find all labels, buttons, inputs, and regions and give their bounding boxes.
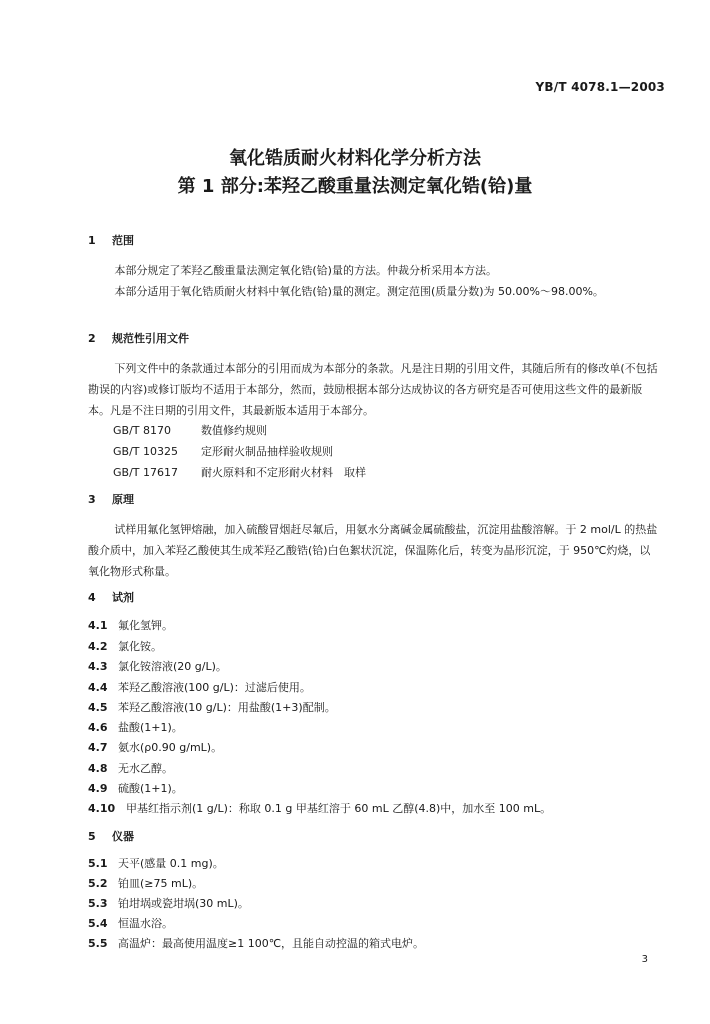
normative-reference	[113, 441, 333, 462]
paragraph: 本部分规定了苯羟乙酸重量法测定氧化锆(铪)量的方法。仲裁分析采用本方法。	[114, 264, 497, 277]
section-number: 4	[88, 591, 96, 604]
item-text: 铂坩埚或瓷坩埚(30 mL)。	[118, 897, 249, 910]
section-number: 5	[88, 830, 96, 843]
list-item	[88, 639, 162, 655]
standard-code: YB/T 4078.1—2003	[535, 80, 665, 94]
paragraph: 试样用氟化氢钾熔融，加入硫酸冒烟赶尽氟后，用氨水分离碱金属硫酸盐，沉淀用盐酸溶解。于 2 mol/L 的热盐酸介质中，加入苯羟乙酸使其生成苯羟乙酸锆(铪)白色絮状沉淀，保温陈化后，转变为晶形沉淀，于 950℃灼烧，以氧化物形式称量。	[88, 523, 658, 578]
reference-code: GB/T 17617	[113, 466, 178, 479]
paragraph: 本部分适用于氧化锆质耐火材料中氧化锆(铪)量的测定。测定范围(质量分数)为 50.00%～98.00%。	[114, 285, 604, 298]
document-subtitle: 第 1 部分:苯羟乙酸重量法测定氧化锆(铪)量	[177, 176, 533, 197]
reference-title: 耐火原料和不定形耐火材料 取样	[201, 466, 366, 479]
document-title: 氧化锆质耐火材料化学分析方法	[229, 148, 481, 169]
reference-code: GB/T 10325	[113, 445, 178, 458]
list-item	[88, 720, 183, 736]
item-number: 4.9	[88, 782, 108, 795]
item-text: 氨水(ρ0.90 g/mL)。	[118, 741, 223, 754]
item-text: 氯化铵。	[118, 640, 162, 653]
paragraph: 下列文件中的条款通过本部分的引用而成为本部分的条款。凡是注日期的引用文件，其随后所有的修改单(不包括勘误的内容)或修订版均不适用于本部分，然而，鼓励根据本部分达成协议的各方研究是否可使用这些文件的最新版本。凡是不注日期的引用文件，其最新版本适用于本部分。	[88, 362, 658, 417]
item-number: 4.6	[88, 721, 108, 734]
list-item	[88, 618, 173, 634]
list-item	[88, 801, 551, 817]
section-heading-4	[88, 590, 134, 606]
section-number: 1	[88, 234, 96, 247]
item-text: 高温炉：最高使用温度≥1 100℃，且能自动控温的箱式电炉。	[118, 937, 425, 950]
item-number: 4.7	[88, 741, 108, 754]
item-number: 5.1	[88, 857, 108, 870]
item-text: 铂皿(≥75 mL)。	[118, 877, 204, 890]
section-heading-2	[88, 331, 189, 347]
list-item	[88, 700, 336, 716]
normative-reference	[113, 420, 267, 441]
item-text: 无水乙醇。	[118, 762, 173, 775]
section-title: 范围	[112, 234, 134, 247]
item-text: 盐酸(1+1)。	[118, 721, 183, 734]
section-title: 仪器	[112, 830, 134, 843]
reference-title: 数值修约规则	[201, 424, 267, 437]
section-title: 试剂	[112, 591, 134, 604]
page-number: 3	[641, 954, 648, 965]
item-text: 天平(感量 0.1 mg)。	[118, 857, 224, 870]
section-number: 2	[88, 332, 96, 345]
item-text: 氯化铵溶液(20 g/L)。	[118, 660, 227, 673]
section-heading-5	[88, 829, 134, 845]
item-number: 4.5	[88, 701, 108, 714]
item-text: 甲基红指示剂(1 g/L)：称取 0.1 g 甲基红溶于 60 mL 乙醇(4.8)中，加水至 100 mL。	[126, 802, 552, 815]
list-item	[88, 856, 224, 872]
item-text: 苯羟乙酸溶液(10 g/L)：用盐酸(1+3)配制。	[118, 701, 336, 714]
item-number: 4.3	[88, 660, 108, 673]
item-number: 4.1	[88, 619, 108, 632]
section-number: 3	[88, 493, 96, 506]
list-item	[88, 659, 227, 675]
section-heading-3	[88, 492, 134, 508]
item-number: 4.2	[88, 640, 108, 653]
list-item	[88, 876, 203, 892]
list-item	[88, 896, 249, 912]
list-item	[88, 781, 183, 797]
item-number: 5.3	[88, 897, 108, 910]
item-text: 硫酸(1+1)。	[118, 782, 183, 795]
list-item	[88, 936, 424, 952]
list-item	[88, 740, 222, 756]
item-text: 苯羟乙酸溶液(100 g/L)：过滤后使用。	[118, 681, 311, 694]
item-number: 4.4	[88, 681, 108, 694]
list-item	[88, 916, 173, 932]
item-number: 4.8	[88, 762, 108, 775]
item-text: 氟化氢钾。	[118, 619, 173, 632]
section-title: 规范性引用文件	[112, 332, 189, 345]
item-number: 4.10	[88, 802, 116, 815]
normative-reference	[113, 462, 366, 483]
section-title: 原理	[112, 493, 134, 506]
item-number: 5.4	[88, 917, 108, 930]
reference-code: GB/T 8170	[113, 424, 171, 437]
list-item	[88, 761, 173, 777]
reference-title: 定形耐火制品抽样验收规则	[201, 445, 333, 458]
item-text: 恒温水浴。	[118, 917, 173, 930]
list-item	[88, 680, 311, 696]
item-number: 5.2	[88, 877, 108, 890]
item-number: 5.5	[88, 937, 108, 950]
section-heading-1	[88, 233, 134, 249]
